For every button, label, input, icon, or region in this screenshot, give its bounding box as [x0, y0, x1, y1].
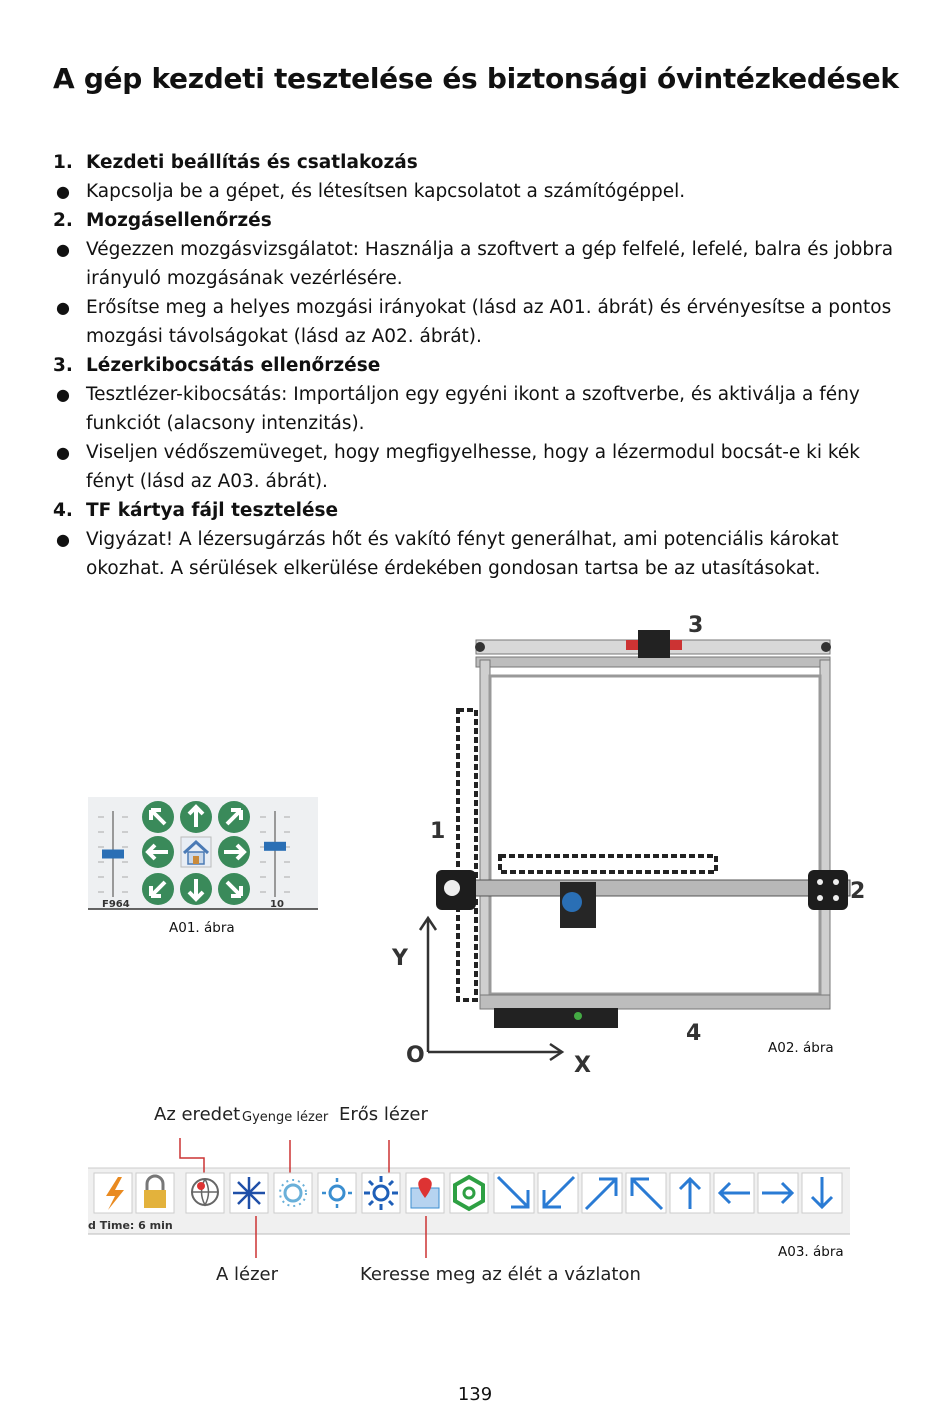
list-item: ● Erősítse meg a helyes mozgási irányokat (lásd az A01. ábrát) és érvényesítse a pontos mozgási távolságokat (lásd az A02. ábrát).: [56, 297, 892, 347]
left-arrow-icon: [142, 836, 174, 868]
arrow-down-right-icon: [494, 1173, 534, 1213]
arrow-up-left-icon: [626, 1173, 666, 1213]
lock-icon: [136, 1173, 174, 1213]
movement-control-panel: [88, 797, 318, 911]
list-item: ● Viseljen védőszemüveget, hogy megfigyelhesse, hogy a lézermodul bocsát-e ki kék fényt (lásd az A03. ábrát).: [56, 442, 861, 492]
arrow-up-icon: [670, 1173, 710, 1213]
instruction-list: [53, 148, 903, 583]
annotation-weak-laser: Gyenge lézer: [242, 1110, 329, 1125]
status-time: d Time: 6 min: [88, 1219, 173, 1232]
page-number: 139: [457, 1384, 493, 1405]
section-heading: 3. Lézerkibocsátás ellenőrzése: [53, 355, 381, 376]
hexagon-icon: [450, 1173, 488, 1213]
up-arrow-icon: [180, 801, 212, 833]
arrow-down-left-icon: [538, 1173, 578, 1213]
home-icon: [181, 837, 211, 867]
label-3: 3: [688, 613, 704, 638]
figure-a02-caption: A02. ábra: [768, 1040, 834, 1056]
lightning-icon: [94, 1173, 132, 1213]
laser-burst-icon: [230, 1173, 268, 1213]
medium-laser-icon: [318, 1173, 356, 1213]
section-heading: 1. Kezdeti beállítás és csatlakozás: [53, 152, 418, 173]
down-arrow-icon: [180, 873, 212, 905]
x-axis-label: X: [574, 1053, 591, 1078]
strong-laser-icon: [362, 1173, 400, 1213]
map-pin-icon: [406, 1173, 444, 1213]
annotation-original: Az eredet: [154, 1104, 241, 1125]
list-item: ● Tesztlézer-kibocsátás: Importáljon egy egyéni ikont a szoftverbe, és aktiválja a fény funkciót (alacsony intenzitás).: [56, 384, 860, 434]
list-item: ● Vigyázat! A lézersugárzás hőt és vakító fényt generálhat, ami potenciális károkat okozhat. A sérülések elkerülése érdekében gondosan tartsa be az utasításokat.: [56, 529, 839, 579]
arrow-up-right-icon: [582, 1173, 622, 1213]
up-left-arrow-icon: [142, 801, 174, 833]
label-1: 1: [430, 819, 446, 844]
figure-a03-caption: A03. ábra: [778, 1244, 844, 1260]
section-heading: 2. Mozgásellenőrzés: [53, 210, 272, 231]
list-item: ● Kapcsolja be a gépet, és létesítsen kapcsolatot a számítógéppel.: [56, 181, 686, 202]
figure-a02: [380, 600, 865, 1080]
arrow-left-icon: [714, 1173, 754, 1213]
list-item: ● Végezzen mozgásvizsgálatot: Használja a szoftvert a gép felfelé, lefelé, balra és jobbra irányuló mozgásának vezérlésére.: [56, 239, 894, 289]
up-right-arrow-icon: [218, 801, 250, 833]
annotation-strong-laser: Erős lézer: [339, 1104, 428, 1125]
right-arrow-icon: [218, 836, 250, 868]
section-heading: 4. TF kártya fájl tesztelése: [53, 500, 339, 521]
figure-a01-caption: A01. ábra: [169, 920, 235, 936]
right-slider-label: 10: [270, 899, 284, 910]
annotation-laser: A lézer: [216, 1264, 279, 1285]
down-right-arrow-icon: [218, 873, 250, 905]
machine-frame-diagram: [380, 600, 865, 1080]
y-axis-label: Y: [392, 946, 408, 971]
origin-label: O: [406, 1043, 425, 1068]
arrow-down-icon: [802, 1173, 842, 1213]
annotation-find-edge: Keresse meg az élét a vázlaton: [360, 1264, 641, 1285]
left-slider-label: F964: [102, 899, 130, 910]
weak-laser-icon: [274, 1173, 312, 1213]
label-4: 4: [686, 1021, 702, 1046]
arrow-right-icon: [758, 1173, 798, 1213]
globe-origin-icon: [186, 1173, 224, 1213]
down-left-arrow-icon: [142, 873, 174, 905]
page-title: A gép kezdeti tesztelése és biztonsági óvintézkedések: [53, 62, 899, 95]
label-2: 2: [850, 879, 865, 904]
figure-a01: [88, 797, 318, 911]
arrow-buttons: [142, 801, 250, 905]
